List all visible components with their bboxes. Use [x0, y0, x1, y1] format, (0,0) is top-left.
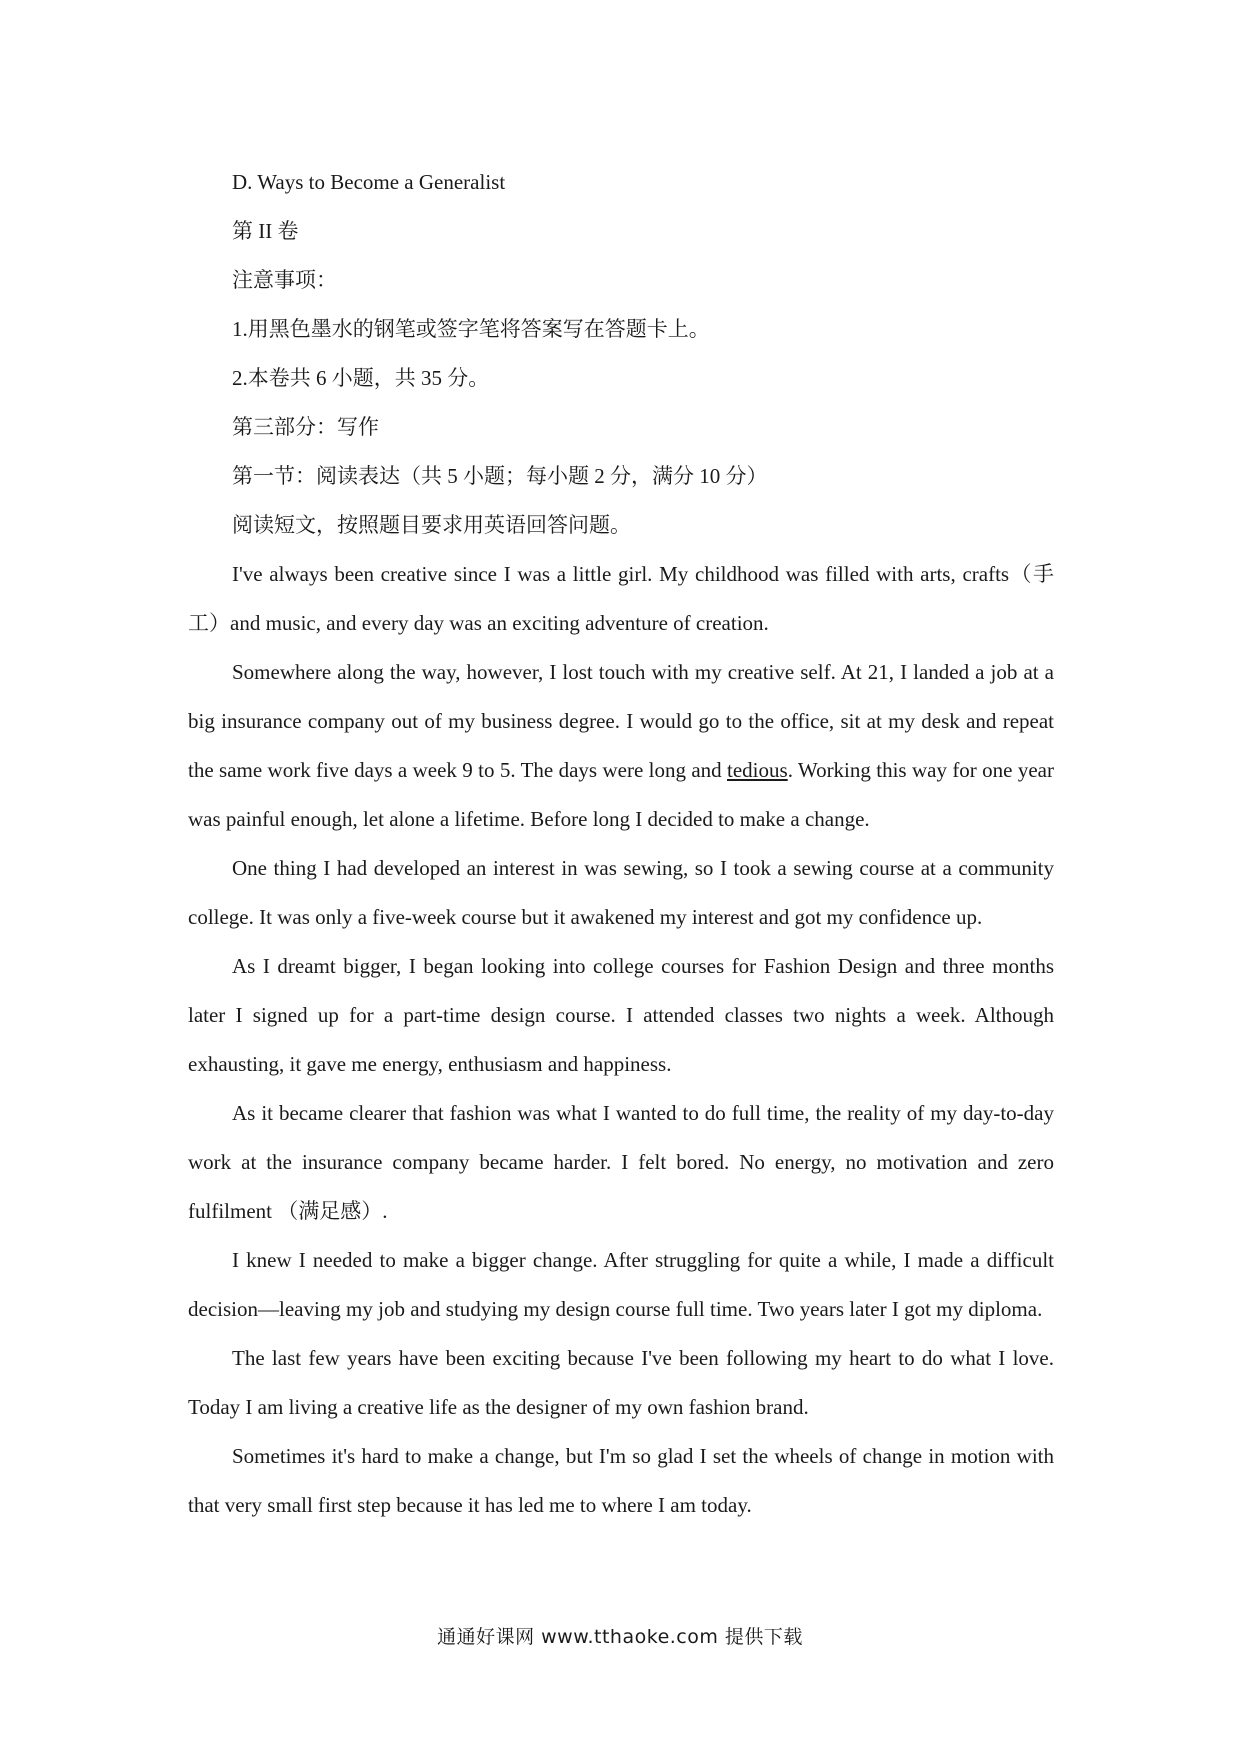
- note-1: 1.用黑色墨水的钢笔或签字笔将答案写在答题卡上。: [232, 317, 710, 341]
- reading-instruction: 阅读短文，按照题目要求用英语回答问题。: [232, 513, 631, 537]
- notes-heading: 注意事项：: [232, 268, 337, 292]
- section-title-volume-2: 第 II 卷: [232, 219, 299, 243]
- page-footer: 通通好课网 www.tthaoke.com 提供下载: [437, 1626, 803, 1648]
- paragraph-2-text-b: . Working this way for one year was painful enough, let alone a lifetime. Before long I decided to make a change.: [188, 758, 1054, 831]
- underlined-word-tedious: tedious: [727, 758, 788, 782]
- passage-paragraph-3: One thing I had developed an interest in was sewing, so I took a sewing course at a community college. It was only a five-week course but it awakened my interest and got my confidence up.: [188, 856, 1054, 929]
- passage-paragraph-4: As I dreamt bigger, I began looking into college courses for Fashion Design and three months later I signed up for a part-time design course. I attended classes two nights a week. Although exhausting, it gave me energy, enthusiasm and happiness.: [188, 954, 1054, 1076]
- note-2: 2.本卷共 6 小题，共 35 分。: [232, 366, 490, 390]
- page-content: [188, 158, 1054, 1530]
- option-d: D. Ways to Become a Generalist: [232, 170, 506, 194]
- passage-paragraph-7: The last few years have been exciting because I've been following my heart to do what I love. Today I am living a creative life as the designer of my own fashion brand.: [188, 1346, 1054, 1419]
- passage-paragraph-6: I knew I needed to make a bigger change. After struggling for quite a while, I made a difficult decision—leaving my job and studying my design course full time. Two years later I got my diploma.: [188, 1248, 1054, 1321]
- section-1-heading: 第一节：阅读表达（共 5 小题；每小题 2 分，满分 10 分）: [232, 464, 768, 488]
- paragraph-2-text-a: Somewhere along the way, however, I lost touch with my creative self. At 21, I landed a job at a big insurance company out of my business degree. I would go to the office, sit at my desk and repeat the same work five days a week 9 to 5. The days were long and: [188, 660, 1054, 782]
- passage-paragraph-8: Sometimes it's hard to make a change, but I'm so glad I set the wheels of change in motion with that very small first step because it has led me to where I am today.: [188, 1444, 1054, 1517]
- passage-paragraph-1: I've always been creative since I was a little girl. My childhood was filled with arts, crafts（手工）and music, and every day was an exciting adventure of creation.: [188, 562, 1054, 635]
- passage-paragraph-2: [188, 648, 1054, 844]
- part-3-heading: 第三部分：写作: [232, 415, 379, 439]
- passage-paragraph-5: As it became clearer that fashion was what I wanted to do full time, the reality of my day-to-day work at the insurance company became harder. I felt bored. No energy, no motivation and zero fulfilment （满足感）.: [188, 1101, 1054, 1223]
